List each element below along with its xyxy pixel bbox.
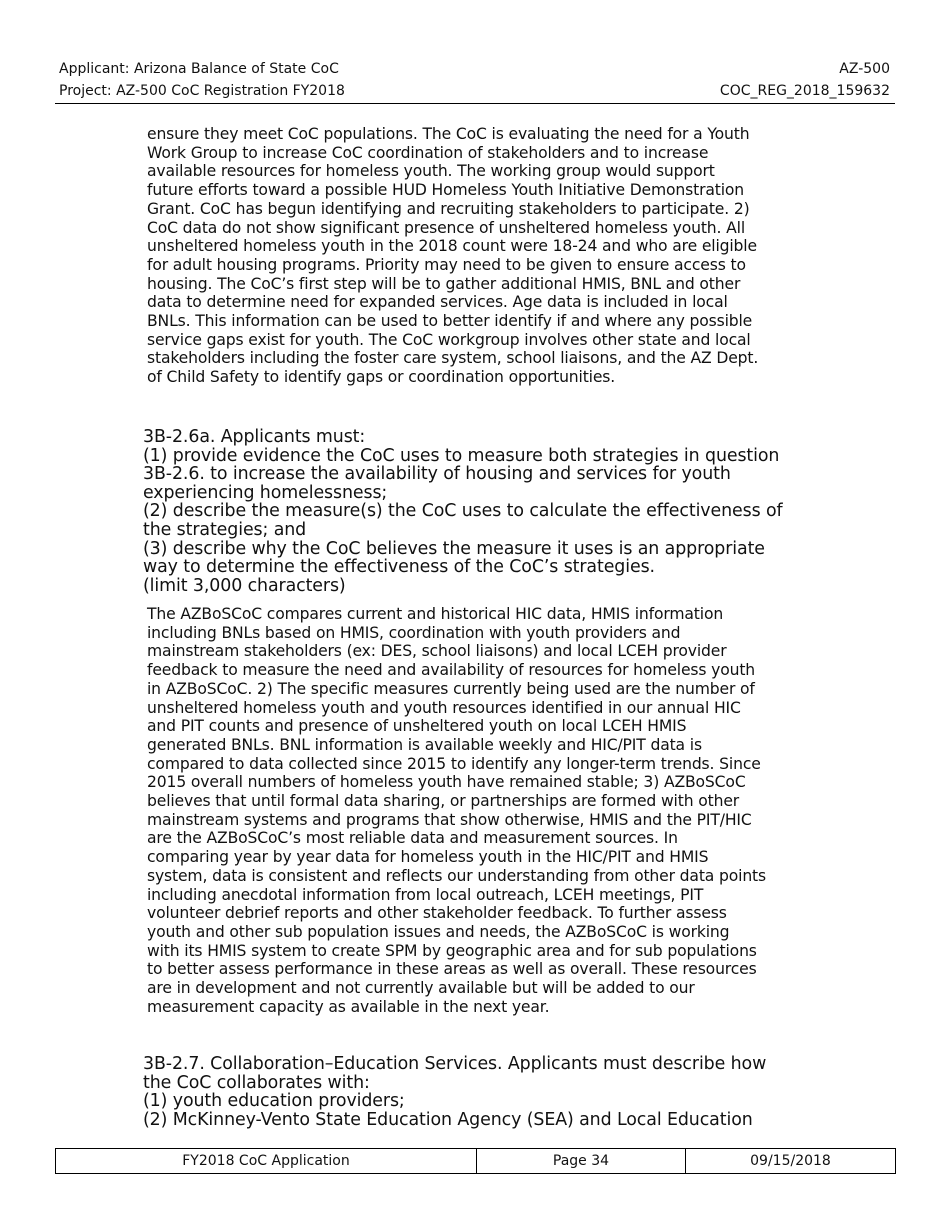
applicant-name: Arizona Balance of State CoC (133, 61, 339, 77)
page-header-right (720, 58, 890, 102)
page-footer (55, 1148, 896, 1174)
applicant-line (59, 58, 345, 80)
page-header-left (59, 58, 345, 102)
question-3b-2-6a: 3B-2.6a. Applicants must: (1) provide evidence the CoC uses to measure both strategies in question 3B-2.6. to increase the availability of housing and services for youth experiencing homelessness; (2) describe the measure(s) the CoC uses to calculate the effectiveness of the strategies; and (3) describe why the CoC believes the measure it uses is an appropriate way to determine the effectiveness of the CoC’s strategies. (limit 3,000 characters) (143, 427, 783, 596)
registration-id: COC_REG_2018_159632 (719, 83, 890, 99)
header-divider (55, 103, 895, 104)
response-text-previous: ensure they meet CoC populations. The CoC is evaluating the need for a Youth Work Group to increase CoC coordination of stakeholders and to increase available resources for homeless youth. The working group would support future efforts toward a possible HUD Homeless Youth Initiative Demonstration Grant. CoC has begun identifying and recruiting stakeholders to participate. 2) CoC data do not show significant presence of unsheltered homeless youth. All unsheltered homeless youth in the 2018 count were 18-24 and who are eligible for adult housing programs. Priority may need to be given to ensure access to housing. The CoC’s first step will be to gather additional HMIS, BNL and other data to determine need for expanded services. Age data is included in local BNLs. This information can be used to better identify if and where any possible service gaps exist for youth. The CoC workgroup involves other state and local stakeholders including the foster care system, school liaisons, and the AZ Dept. of Child Safety to identify gaps or coordination opportunities. (147, 125, 759, 387)
footer-application-name: FY2018 CoC Application (56, 1149, 477, 1173)
project-line (59, 80, 345, 102)
applicant-label: Applicant: (59, 61, 130, 77)
project-name: AZ-500 CoC Registration FY2018 (116, 83, 345, 99)
coc-number: AZ-500 (839, 61, 890, 77)
project-label: Project: (59, 83, 112, 99)
footer-page-number: Page 34 (477, 1149, 686, 1173)
footer-date: 09/15/2018 (750, 1153, 831, 1169)
response-text-3b-2-6a: The AZBoSCoC compares current and historical HIC data, HMIS information including BNLs based on HMIS, coordination with youth providers and mainstream stakeholders (ex: DES, school liaisons) and local LCEH provider feedback to measure the need and availability of resources for homeless youth in AZBoSCoC. 2) The specific measures currently being used are the number of unsheltered homeless youth and youth resources identified in our annual HIC and PIT counts and presence of unsheltered youth on local LCEH HMIS generated BNLs. BNL information is available weekly and HIC/PIT data is compared to data collected since 2015 to identify any longer-term trends. Since 2015 overall numbers of homeless youth have remained stable; 3) AZBoSCoC believes that until formal data sharing, or partnerships are formed with other mainstream systems and programs that show otherwise, HMIS and the PIT/HIC are the AZBoSCoC’s most reliable data and measurement sources. In comparing year by year data for homeless youth in the HIC/PIT and HMIS system, data is consistent and reflects our understanding from other data points including anecdotal information from local outreach, LCEH meetings, PIT volunteer debrief reports and other stakeholder feedback. To further assess youth and other sub population issues and needs, the AZBoSCoC is working with its HMIS system to create SPM by geographic area and for sub populations to better assess performance in these areas as well as overall. These resources are in development and not currently available but will be added to our measurement capacity as available in the next year. (147, 605, 766, 1016)
question-3b-2-7: 3B-2.7. Collaboration–Education Services. Applicants must describe how the CoC collaborates with: (1) youth education providers; (2) McKinney-Vento State Education Agency (SEA) and Local Education (143, 1054, 767, 1130)
